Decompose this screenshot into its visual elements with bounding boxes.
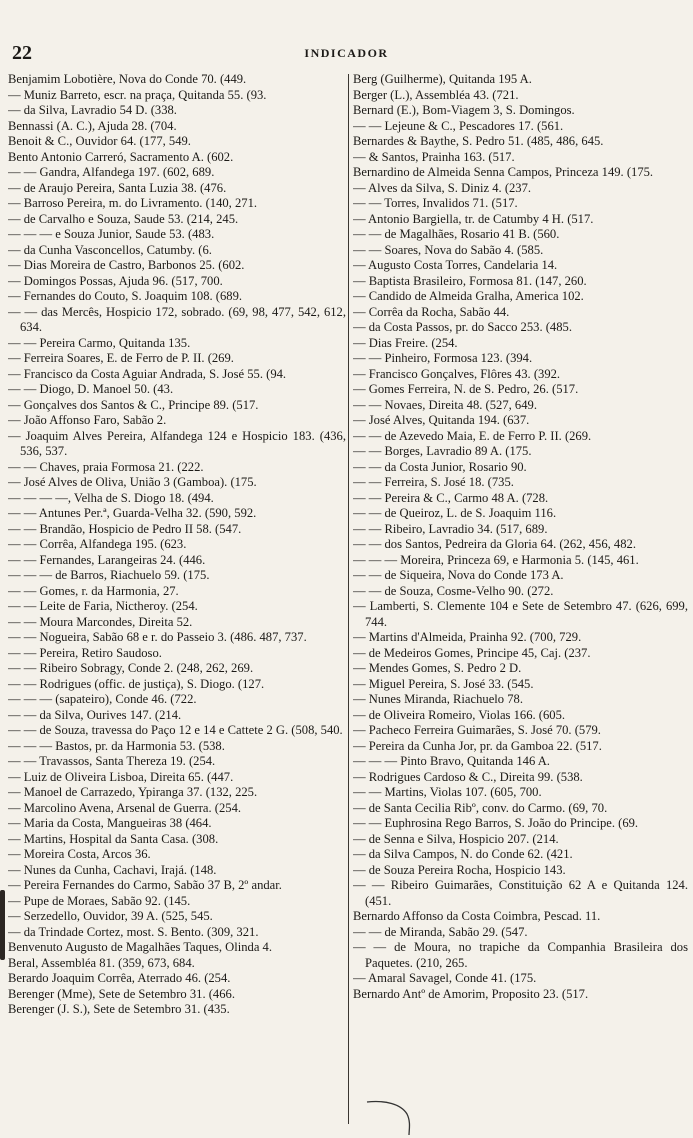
- directory-entry: Benoit & C., Ouvidor 64. (177, 549.: [8, 134, 191, 148]
- running-title: INDICADOR: [304, 46, 389, 60]
- directory-entry: — Serzedello, Ouvidor, 39 A. (525, 545.: [8, 909, 213, 923]
- directory-entry: — — Euphrosina Rego Barros, S. João do Principe. (69.: [353, 816, 639, 830]
- directory-columns: [8, 72, 688, 1128]
- binding-edge-mark: [0, 890, 5, 960]
- directory-entry: — — — de Barros, Riachuelo 59. (175.: [8, 568, 210, 582]
- directory-entry: — — — Pinto Bravo, Quitanda 146 A.: [353, 754, 550, 768]
- directory-entry: — — de Magalhães, Rosario 41 B. (560.: [353, 227, 560, 241]
- directory-entry: — Mendes Gomes, S. Pedro 2 D.: [353, 661, 522, 675]
- directory-entry: Bernard (E.), Bom-Viagem 3, S. Domingos.: [353, 103, 575, 117]
- directory-entry: — — Soares, Nova do Sabão 4. (585.: [353, 242, 544, 257]
- directory-entry: — José Alves de Oliva, União 3 (Gamboa). (175.: [8, 475, 257, 489]
- directory-entry: — — Ferreira, S. José 18. (735.: [353, 475, 514, 489]
- directory-entry: — — Antunes Per.ª, Guarda-Velha 32. (590, 592.: [8, 506, 257, 520]
- directory-entry: — da Cunha Vasconcellos, Catumby. (6.: [8, 242, 212, 257]
- directory-entry: — — Gomes, r. da Harmonia, 27.: [8, 583, 179, 598]
- directory-entry: — — Pereira, Retiro Saudoso.: [8, 645, 162, 660]
- directory-entry: — Francisco Gonçalves, Flôres 43. (392.: [353, 366, 561, 381]
- directory-entry: — Marcolino Avena, Arsenal de Guerra. (254.: [8, 800, 242, 815]
- directory-entry: — Pupe de Moraes, Sabão 92. (145.: [8, 893, 191, 908]
- directory-entry: Bernardo Antº de Amorim, Proposito 23. (517.: [353, 986, 589, 1001]
- directory-entry: — — Gandra, Alfandega 197. (602, 689.: [8, 165, 215, 179]
- right-column: [353, 72, 688, 1128]
- directory-entry: — da Trindade Cortez, most. S. Bento. (309, 321.: [8, 924, 259, 939]
- directory-entry: Berger (L.), Assembléa 43. (721.: [353, 87, 519, 102]
- directory-entry: — Miguel Pereira, S. José 33. (545.: [353, 676, 534, 691]
- directory-entry: — — — Bastos, pr. da Harmonia 53. (538.: [8, 738, 225, 753]
- directory-entry: — — Torres, Invalidos 71. (517.: [353, 196, 518, 210]
- directory-entry: — Nunes Miranda, Riachuelo 78.: [353, 692, 523, 706]
- directory-entry: — Muniz Barreto, escr. na praça, Quitanda 55. (93.: [8, 87, 267, 102]
- directory-entry: — — — (sapateiro), Conde 46. (722.: [8, 692, 197, 706]
- directory-entry: — Francisco da Costa Aguiar Andrada, S. José 55. (94.: [8, 366, 287, 381]
- directory-entry: — — de Souza, travessa do Paço 12 e 14 e Cattete 2 G. (508, 540.: [8, 723, 343, 737]
- directory-entry: — — de Souza, Cosme-Velho 90. (272.: [353, 583, 554, 598]
- directory-entry: — — de Miranda, Sabão 29. (547.: [353, 924, 528, 939]
- directory-entry: — Ferreira Soares, E. de Ferro de P. II. (269.: [8, 351, 234, 365]
- directory-entry: — — de Azevedo Maia, E. de Ferro P. II. (269.: [353, 428, 592, 443]
- directory-entry: — Gonçalves dos Santos & C., Principe 89. (517.: [8, 397, 259, 412]
- directory-entry: — Lamberti, S. Clemente 104 e Sete de Setembro 47. (626, 699, 744.: [353, 599, 688, 629]
- directory-entry: — — — e Souza Junior, Saude 53. (483.: [8, 227, 215, 241]
- directory-entry: — — da Costa Junior, Rosario 90.: [353, 459, 527, 474]
- directory-entry: — da Costa Passos, pr. do Sacco 253. (485.: [353, 320, 572, 334]
- directory-entry: — Corrêa da Rocha, Sabão 44.: [353, 304, 510, 319]
- directory-entry: — — dos Santos, Pedreira da Gloria 64. (262, 456, 482.: [353, 537, 636, 551]
- directory-entry: — Fernandes do Couto, S. Joaquim 108. (689.: [8, 289, 243, 303]
- directory-entry: Berg (Guilherme), Quitanda 195 A.: [353, 72, 532, 86]
- directory-entry: — Dias Moreira de Castro, Barbonos 25. (602.: [8, 258, 245, 272]
- directory-entry: Berenger (J. S.), Sete de Setembro 31. (435.: [8, 1002, 230, 1016]
- pencil-mark-icon: [365, 1098, 425, 1136]
- directory-entry: — — Borges, Lavradio 89 A. (175.: [353, 444, 532, 458]
- directory-entry: — de Oliveira Romeiro, Violas 166. (605.: [353, 707, 566, 722]
- directory-entry: — Alves da Silva, S. Diniz 4. (237.: [353, 180, 532, 195]
- directory-entry: Benjamim Lobotière, Nova do Conde 70. (449.: [8, 72, 247, 86]
- directory-entry: — — — —, Velha de S. Diogo 18. (494.: [8, 490, 214, 505]
- directory-entry: — Martins d'Almeida, Prainha 92. (700, 729.: [353, 630, 582, 644]
- directory-entry: — Moreira Costa, Arcos 36.: [8, 847, 151, 861]
- directory-entry: — Joaquim Alves Pereira, Alfandega 124 e Hospicio 183. (436, 536, 537.: [8, 428, 346, 458]
- directory-entry: — Antonio Bargiella, tr. de Catumby 4 H. (517.: [353, 211, 594, 226]
- directory-entry: — — Travassos, Santa Thereza 19. (254.: [8, 754, 216, 768]
- directory-entry: — — Ribeiro Guimarães, Constituição 62 A e Quitanda 124. (451.: [353, 878, 688, 908]
- directory-entry: — Nunes da Cunha, Cachavi, Irajá. (148.: [8, 862, 217, 877]
- directory-entry: Bernardo Affonso da Costa Coimbra, Pescad. 11.: [353, 909, 601, 923]
- directory-entry: — Barroso Pereira, m. do Livramento. (140, 271.: [8, 196, 258, 210]
- directory-entry: — — Nogueira, Sabão 68 e r. do Passeio 3. (486. 487, 737.: [8, 630, 307, 644]
- column-divider: [348, 74, 349, 1124]
- directory-entry: — Martins, Hospital da Santa Casa. (308.: [8, 831, 219, 846]
- directory-entry: Berenger (Mme), Sete de Setembro 31. (466.: [8, 986, 235, 1001]
- directory-entry: — da Silva, Lavradio 54 D. (338.: [8, 103, 177, 117]
- page-header: [8, 42, 685, 64]
- directory-entry: — Maria da Costa, Mangueiras 38 (464.: [8, 816, 212, 830]
- directory-entry: Bernardes & Baythe, S. Pedro 51. (485, 486, 645.: [353, 134, 604, 148]
- page-number: 22: [12, 42, 32, 64]
- directory-entry: — Candido de Almeida Gralha, America 102.: [353, 289, 584, 303]
- directory-entry: Bennassi (A. C.), Ajuda 28. (704.: [8, 118, 177, 133]
- directory-entry: — Amaral Savagel, Conde 41. (175.: [353, 971, 537, 985]
- directory-entry: — José Alves, Quitanda 194. (637.: [353, 413, 530, 427]
- directory-entry: — — Ribeiro, Lavradio 34. (517, 689.: [353, 521, 548, 536]
- directory-entry: Bento Antonio Carreró, Sacramento A. (602.: [8, 149, 234, 164]
- directory-entry: — — das Mercês, Hospicio 172, sobrado. (69, 98, 477, 542, 612, 634.: [8, 304, 346, 334]
- left-column: [8, 72, 346, 1128]
- directory-entry: — Dias Freire. (254.: [353, 335, 458, 350]
- directory-entry: — Rodrigues Cardoso & C., Direita 99. (538.: [353, 769, 583, 784]
- directory-entry: Beral, Assembléa 81. (359, 673, 684.: [8, 955, 195, 970]
- directory-entry: — — da Silva, Ourives 147. (214.: [8, 707, 182, 722]
- directory-entry: — de Santa Cecilia Ribº, conv. do Carmo. (69, 70.: [353, 800, 608, 815]
- directory-entry: — Augusto Costa Torres, Candelaria 14.: [353, 258, 558, 272]
- directory-entry: — Pereira da Cunha Jor, pr. da Gamboa 22. (517.: [353, 738, 602, 753]
- directory-entry: — — — Moreira, Princeza 69, e Harmonia 5. (145, 461.: [353, 552, 639, 567]
- directory-entry: — Manoel de Carrazedo, Ypiranga 37. (132, 225.: [8, 785, 258, 799]
- directory-entry: — — Diogo, D. Manoel 50. (43.: [8, 382, 174, 396]
- directory-entry: — — Leite de Faria, Nictheroy. (254.: [8, 599, 198, 613]
- directory-entry: — — de Queiroz, L. de S. Joaquim 116.: [353, 506, 557, 520]
- directory-entry: — — Novaes, Direita 48. (527, 649.: [353, 397, 537, 412]
- directory-entry: Bernardino de Almeida Senna Campos, Princeza 149. (175.: [353, 165, 654, 179]
- directory-entry: — Domingos Possas, Ajuda 96. (517, 700.: [8, 273, 223, 288]
- directory-entry: — — Martins, Violas 107. (605, 700.: [353, 785, 542, 799]
- directory-entry: — de Carvalho e Souza, Saude 53. (214, 245.: [8, 211, 239, 226]
- directory-entry: — — Pinheiro, Formosa 123. (394.: [353, 351, 533, 365]
- directory-entry: — — Chaves, praia Formosa 21. (222.: [8, 459, 204, 474]
- directory-entry: — — Pereira Carmo, Quitanda 135.: [8, 335, 191, 350]
- directory-entry: — — Ribeiro Sobragy, Conde 2. (248, 262, 269.: [8, 661, 254, 675]
- directory-entry: Benvenuto Augusto de Magalhães Taques, Olinda 4.: [8, 940, 273, 954]
- directory-entry: — de Senna e Silva, Hospicio 207. (214.: [353, 831, 559, 846]
- directory-entry: — Pacheco Ferreira Guimarães, S. José 70. (579.: [353, 723, 601, 737]
- directory-entry: — — de Siqueira, Nova do Conde 173 A.: [353, 568, 564, 582]
- directory-entry: — & Santos, Prainha 163. (517.: [353, 149, 515, 164]
- directory-entry: — — de Moura, no trapiche da Companhia Brasileira dos Paquetes. (210, 265.: [353, 940, 688, 970]
- directory-entry: — — Lejeune & C., Pescadores 17. (561.: [353, 118, 564, 133]
- directory-entry: — de Souza Pereira Rocha, Hospicio 143.: [353, 862, 566, 877]
- directory-entry: — da Silva Campos, N. do Conde 62. (421.: [353, 847, 573, 861]
- directory-entry: — — Pereira & C., Carmo 48 A. (728.: [353, 490, 549, 505]
- directory-entry: — — Moura Marcondes, Direita 52.: [8, 614, 193, 629]
- directory-entry: — — Fernandes, Larangeiras 24. (446.: [8, 552, 206, 567]
- directory-entry: — — Rodrigues (offic. de justiça), S. Diogo. (127.: [8, 676, 265, 691]
- directory-entry: — Gomes Ferreira, N. de S. Pedro, 26. (517.: [353, 382, 579, 396]
- directory-entry: — Luiz de Oliveira Lisboa, Direita 65. (447.: [8, 769, 234, 784]
- directory-entry: — de Medeiros Gomes, Principe 45, Caj. (237.: [353, 645, 591, 660]
- directory-entry: Berardo Joaquim Corrêa, Aterrado 46. (254.: [8, 971, 231, 985]
- directory-entry: — João Affonso Faro, Sabão 2.: [8, 413, 167, 427]
- directory-entry: — de Araujo Pereira, Santa Luzia 38. (476.: [8, 180, 227, 195]
- directory-entry: — Baptista Brasileiro, Formosa 81. (147, 260.: [353, 273, 587, 288]
- directory-entry: — — Corrêa, Alfandega 195. (623.: [8, 537, 187, 551]
- directory-entry: — — Brandão, Hospicio de Pedro II 58. (547.: [8, 521, 242, 536]
- directory-entry: — Pereira Fernandes do Carmo, Sabão 37 B, 2º andar.: [8, 878, 282, 892]
